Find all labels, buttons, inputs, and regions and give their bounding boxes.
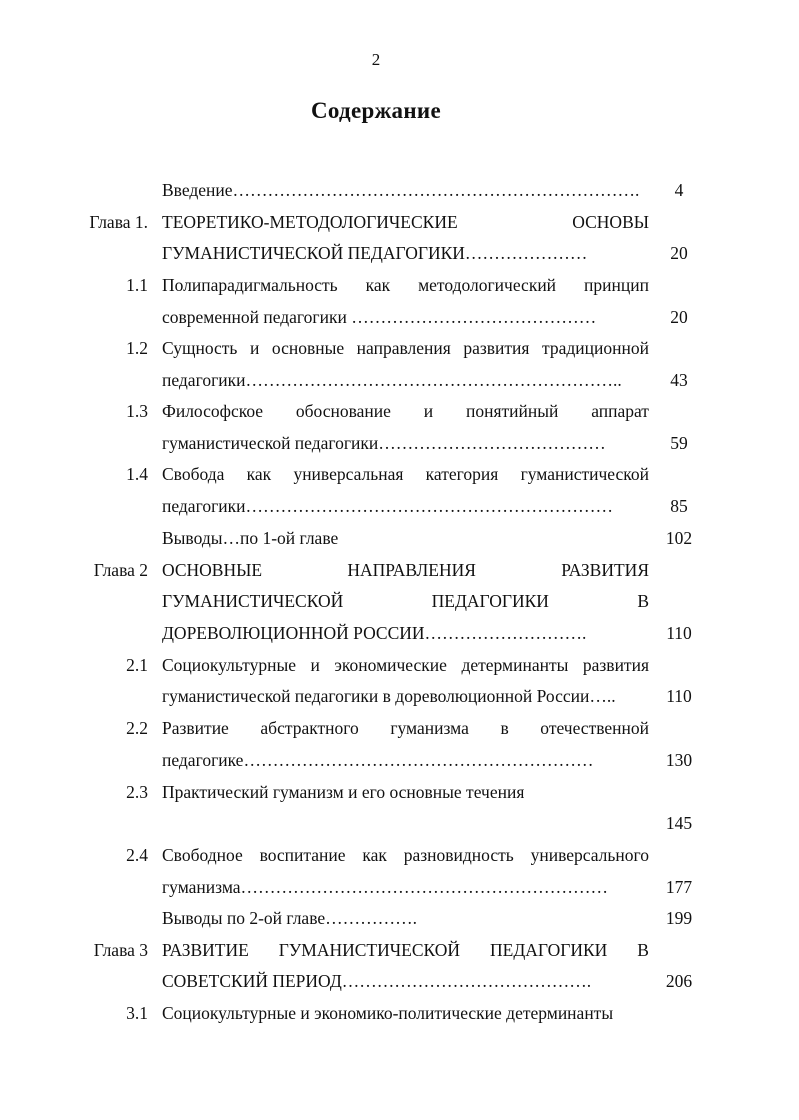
toc-entry-page: 110 <box>666 623 692 643</box>
toc-entry-label: 2.4 <box>126 845 148 865</box>
toc-entry-text: Практический гуманизм и его основные течения <box>162 782 525 802</box>
toc-entry-page: 130 <box>665 750 693 770</box>
toc-entry-text: педагогики……………………………………………………… <box>162 496 613 516</box>
toc-word: как <box>246 464 272 484</box>
toc-word: Свободное <box>162 845 243 865</box>
toc-entry-text: Выводы…по 1-ой главе <box>162 528 339 548</box>
toc-word: НАПРАВЛЕНИЯ <box>347 560 476 580</box>
toc-entry-text <box>162 558 649 582</box>
page-title: Содержание <box>311 98 441 123</box>
toc-entry-label: Глава 3 <box>93 940 148 960</box>
toc-entry-page: 4 <box>674 180 684 200</box>
toc-word: Философское <box>162 401 264 421</box>
toc-word: методологический <box>418 275 557 295</box>
toc-word: гуманизма <box>390 718 469 738</box>
toc-entry-text: гуманизма……………………………………………………… <box>162 877 609 897</box>
toc-entry-text <box>162 210 649 234</box>
toc-entry-label: 1.4 <box>126 464 148 484</box>
toc-entry-page: 145 <box>665 813 693 833</box>
toc-entry-text <box>162 589 649 613</box>
toc-entry-text: Социокультурные и экономико-политические детерминанты <box>162 1003 614 1023</box>
toc-word: гуманистической <box>520 464 649 484</box>
toc-word: ОСНОВНЫЕ <box>162 560 263 580</box>
toc-entry-label: 2.1 <box>126 655 148 675</box>
toc-entry-page: 199 <box>665 908 693 928</box>
toc-word: и <box>423 401 434 421</box>
toc-word: ГУМАНИСТИЧЕСКОЙ <box>162 591 344 611</box>
toc-word: ОСНОВЫ <box>572 212 649 232</box>
toc-entry-page: 102 <box>665 528 693 548</box>
toc-entry-text <box>162 938 649 962</box>
toc-word: ПЕДАГОГИКИ <box>431 591 549 611</box>
toc-word: РАЗВИТИЯ <box>561 560 649 580</box>
toc-word: традиционной <box>542 338 649 358</box>
toc-entry-page: 59 <box>670 433 688 453</box>
toc-entry-label: 1.2 <box>126 338 148 358</box>
toc-word: в <box>500 718 509 738</box>
toc-word: развития <box>582 655 649 675</box>
toc-entry-text <box>162 462 649 486</box>
toc-word: основные <box>271 338 345 358</box>
toc-word: Свобода <box>162 464 225 484</box>
toc-entry-text: педагогике…………………………………………………… <box>162 750 594 770</box>
toc-entry-text <box>162 843 649 867</box>
toc-word: экономические <box>334 655 447 675</box>
toc-entry-text: гуманистической педагогики………………………………… <box>162 433 606 453</box>
toc-word: ГУМАНИСТИЧЕСКОЙ <box>278 940 461 960</box>
toc-entry-page: 20 <box>670 243 688 263</box>
toc-entry-text: педагогики……………………………………………………….. <box>162 370 622 390</box>
toc-word: развития <box>463 338 530 358</box>
toc-word: обоснование <box>295 401 391 421</box>
toc-entry-page: 20 <box>670 307 688 327</box>
toc-entry-text: Выводы по 2-ой главе……………. <box>162 908 418 928</box>
toc-word: В <box>637 591 649 611</box>
toc-word: понятийный <box>465 401 559 421</box>
toc-word: Сущность <box>162 338 238 358</box>
toc-word: и <box>249 338 260 358</box>
toc-entry-text: ГУМАНИСТИЧЕСКОЙ ПЕДАГОГИКИ………………… <box>162 243 588 263</box>
toc-word: В <box>637 940 649 960</box>
toc-word: Полипарадигмальность <box>162 275 338 295</box>
toc-entry-page: 206 <box>665 971 693 991</box>
toc-entry-text: Введение……………………………………………………………. <box>162 180 640 200</box>
toc-word: ТЕОРЕТИКО-МЕТОДОЛОГИЧЕСКИЕ <box>162 212 458 232</box>
toc-entry-text: современной педагогики …………………………………… <box>162 307 597 327</box>
toc-entry-text: гуманистической педагогики в дореволюционной России….. <box>162 686 616 706</box>
toc-word: как <box>365 275 391 295</box>
toc-entry-label: 3.1 <box>126 1003 148 1023</box>
toc-word: детерминанты <box>461 655 569 675</box>
toc-entry-text <box>162 653 649 677</box>
toc-word: ПЕДАГОГИКИ <box>490 940 608 960</box>
toc-entry-label: 1.3 <box>126 401 148 421</box>
toc-word: воспитание <box>259 845 346 865</box>
toc-entry-text <box>162 399 649 423</box>
toc-word: Социокультурные <box>162 655 296 675</box>
toc-word: направления <box>356 338 451 358</box>
toc-entry-text <box>162 273 649 297</box>
toc-word: универсального <box>530 845 649 865</box>
toc-word: РАЗВИТИЕ <box>162 940 249 960</box>
toc-word: принцип <box>584 275 649 295</box>
toc-entry-label: Глава 2 <box>93 560 148 580</box>
toc-entry-label: 1.1 <box>126 275 148 295</box>
toc-entry-text <box>162 336 649 360</box>
toc-entry-page: 85 <box>670 496 688 516</box>
toc-entry-label: 2.3 <box>126 782 148 802</box>
toc-entry-page: 177 <box>665 877 693 897</box>
toc-word: категория <box>425 464 499 484</box>
toc-word: и <box>310 655 320 675</box>
toc-word: как <box>362 845 387 865</box>
toc-word: аппарат <box>591 401 649 421</box>
toc-word: абстрактного <box>260 718 359 738</box>
toc-entry-text: ДОРЕВОЛЮЦИОННОЙ РОССИИ………………………. <box>162 623 587 643</box>
toc-word: универсальная <box>293 464 404 484</box>
toc-entry-label: 2.2 <box>126 718 148 738</box>
toc-entry-text: СОВЕТСКИЙ ПЕРИОД……………………………………. <box>162 971 592 991</box>
toc-entry-page: 43 <box>670 370 688 390</box>
toc-entry-text <box>162 716 649 740</box>
toc-word: Развитие <box>162 718 229 738</box>
toc-word: отечественной <box>540 718 649 738</box>
page-number: 2 <box>371 50 381 69</box>
toc-entry-label: Глава 1. <box>89 212 148 232</box>
toc-word: разновидность <box>403 845 514 865</box>
toc-entry-page: 110 <box>666 686 692 706</box>
